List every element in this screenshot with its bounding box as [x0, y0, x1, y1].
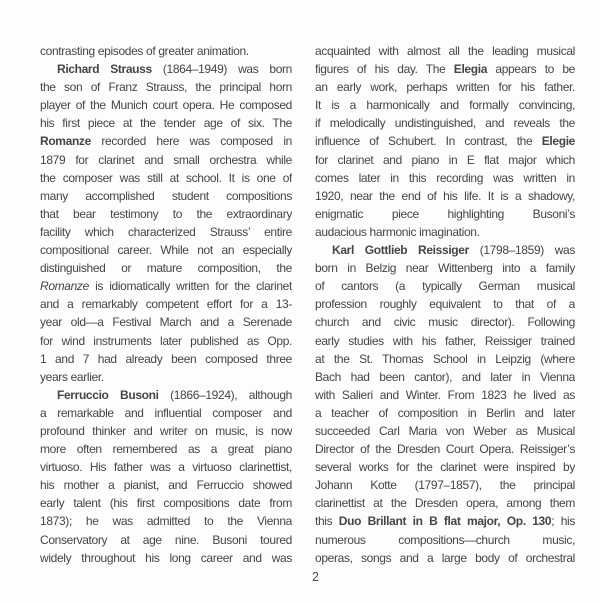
body-text: Bach had been cantor), and later in Vienna	[315, 369, 575, 384]
text-line	[40, 132, 292, 150]
text-line	[315, 187, 575, 205]
text-line	[40, 476, 292, 494]
text-column-right	[315, 42, 575, 567]
body-text: his mother a pianist, and Ferruccio showed	[40, 478, 292, 493]
body-text: several works for the clarinet were inspired by	[315, 460, 575, 475]
body-text: numerous compositions—church music,	[315, 532, 575, 547]
body-text: if melodically undistinguished, and reveals the	[315, 116, 575, 131]
body-text: It is a harmonically and formally convincing,	[315, 98, 575, 113]
text-line	[315, 114, 575, 132]
body-text: an early work, perhaps written for his father.	[315, 80, 575, 95]
body-text: (1798–1859) was	[468, 243, 575, 258]
text-line	[315, 132, 575, 150]
bold-text: Ferruccio Busoni	[57, 387, 159, 402]
body-text: that bear testimony to the extraordinary	[40, 206, 292, 221]
text-line	[315, 512, 575, 530]
body-text: ; his	[551, 514, 575, 529]
text-line	[40, 223, 292, 241]
text-line	[315, 241, 575, 259]
text-line	[315, 458, 575, 476]
text-line	[40, 169, 292, 187]
text-line	[40, 332, 292, 350]
body-text: of cantors (a typically German musical	[315, 279, 575, 294]
text-line	[40, 277, 292, 295]
text-line	[315, 549, 575, 567]
text-line	[315, 277, 575, 295]
text-line	[40, 549, 292, 567]
body-text: years earlier.	[40, 369, 104, 384]
body-text: contrasting episodes of greater animation.	[40, 44, 249, 58]
text-line	[40, 205, 292, 223]
body-text: with Salieri and Winter. From 1823 he lived as	[315, 387, 575, 402]
text-line	[315, 404, 575, 422]
text-line	[315, 494, 575, 512]
body-text: this	[315, 514, 339, 529]
body-text: audacious harmonic imagination.	[315, 224, 480, 239]
text-line	[315, 42, 575, 60]
body-text: early talent (his first compositions date from	[40, 496, 292, 511]
bold-text: Elegia	[453, 62, 488, 77]
body-text: is idiomatically written for the clarinet	[88, 279, 292, 294]
bold-text: Richard Strauss	[57, 62, 152, 77]
text-line	[315, 205, 575, 223]
body-text: compositional career. While not an especially	[40, 243, 292, 258]
text-line	[315, 151, 575, 169]
text-line	[40, 96, 292, 114]
italic-text: Romanze	[40, 279, 89, 294]
bold-text: Karl Gottlieb Reissiger	[332, 243, 469, 258]
body-text: Johann Kotte (1797–1857), the principal	[315, 478, 575, 493]
body-text: widely throughout his long career and was	[40, 550, 292, 565]
text-line	[315, 368, 575, 386]
text-line	[40, 78, 292, 96]
body-text: profession roughly equivalent to that of a	[315, 297, 575, 312]
text-line	[315, 531, 575, 549]
body-text: (1864–1949) was born	[151, 62, 292, 77]
text-line	[40, 151, 292, 169]
body-text: church and civic music director). Following	[315, 315, 575, 330]
body-text: for wind instruments later published as Opp.	[40, 333, 292, 348]
body-text: for clarinet and piano in E flat major which	[315, 152, 575, 167]
body-text: more often remembered as a great piano	[40, 442, 292, 457]
body-text: figures of his day. The	[315, 62, 454, 77]
body-text: and a remarkably competent effort for a 13-	[40, 297, 292, 312]
text-line	[315, 96, 575, 114]
body-text: clarinettist at the Dresden opera, among them	[315, 496, 575, 511]
body-text: a remarkable and influential composer and	[40, 405, 292, 420]
text-line	[315, 259, 575, 277]
body-text: influence of Schubert. In contrast, the	[315, 134, 542, 149]
text-columns	[40, 42, 575, 567]
body-text: 1879 for clarinet and small orchestra while	[40, 152, 292, 167]
body-text: many accomplished student compositions	[40, 188, 292, 203]
text-line	[40, 440, 292, 458]
bold-text: Romanze	[40, 134, 91, 149]
text-line	[40, 531, 292, 549]
text-line	[40, 241, 292, 259]
body-text: Conservatory at age nine. Busoni toured	[40, 532, 292, 547]
body-text: player of the Munich court opera. He composed	[40, 98, 292, 113]
body-text: a teacher of composition in Berlin and later	[315, 405, 575, 420]
text-line	[40, 313, 292, 331]
text-line	[315, 313, 575, 331]
body-text: (1866–1924), although	[158, 387, 292, 402]
text-line	[40, 422, 292, 440]
body-text: comes later in this recording was written in	[315, 170, 575, 185]
body-text: operas, songs and a large body of orchestral	[315, 550, 575, 565]
body-text: profound thinker and writer on music, is now	[40, 423, 292, 438]
text-line	[40, 350, 292, 368]
page-number: 2	[312, 570, 319, 584]
text-line	[315, 78, 575, 96]
text-line	[40, 42, 292, 60]
text-line	[315, 60, 575, 78]
text-line	[40, 404, 292, 422]
text-line	[40, 458, 292, 476]
text-line	[315, 422, 575, 440]
text-line	[315, 440, 575, 458]
text-line	[315, 295, 575, 313]
body-text: succeeded Carl Maria von Weber as Musical	[315, 423, 575, 438]
body-text: early studies with his father, Reissiger trained	[315, 333, 575, 348]
body-text: acquainted with almost all the leading musical	[315, 44, 575, 58]
body-text: virtuoso. His father was a virtuoso clarinettist,	[40, 460, 292, 475]
text-line	[315, 476, 575, 494]
body-text: his first piece at the tender age of six. The	[40, 116, 292, 131]
body-text: born in Belzig near Wittenberg into a family	[315, 261, 575, 276]
body-text: facility which characterized Strauss’ entire	[40, 224, 292, 239]
body-text: recorded here was composed in	[90, 134, 292, 149]
text-line	[315, 332, 575, 350]
body-text: 1920, near the end of his life. It is a shadowy,	[315, 188, 575, 203]
body-text: the composer was still at school. It is one of	[40, 170, 292, 185]
text-line	[40, 114, 292, 132]
text-line	[40, 259, 292, 277]
text-line	[40, 512, 292, 530]
text-line	[315, 223, 575, 241]
text-line	[315, 350, 575, 368]
text-line	[40, 368, 292, 386]
text-column-left	[40, 42, 292, 567]
body-text: Director of the Dresden Court Opera. Reissiger’s	[315, 442, 575, 457]
body-text: appears to be	[487, 62, 575, 77]
text-line	[40, 494, 292, 512]
text-line	[40, 295, 292, 313]
body-text: at the St. Thomas School in Leipzig (where	[315, 351, 575, 366]
text-line	[315, 169, 575, 187]
body-text: 1 and 7 had already been composed three	[40, 351, 292, 366]
text-line	[40, 386, 292, 404]
text-line	[315, 386, 575, 404]
body-text: the son of Franz Strauss, the principal horn	[40, 80, 292, 95]
body-text: enigmatic piece highlighting Busoni’s	[315, 206, 575, 221]
bold-text: Duo Brillant in B flat major, Op. 130	[338, 514, 552, 529]
text-line	[40, 187, 292, 205]
body-text: 1873); he was admitted to the Vienna	[40, 514, 292, 529]
bold-text: Elegie	[541, 134, 575, 149]
body-text: year old—a Festival March and a Serenade	[40, 315, 292, 330]
body-text: distinguished or mature composition, the	[40, 261, 292, 276]
text-line	[40, 60, 292, 78]
